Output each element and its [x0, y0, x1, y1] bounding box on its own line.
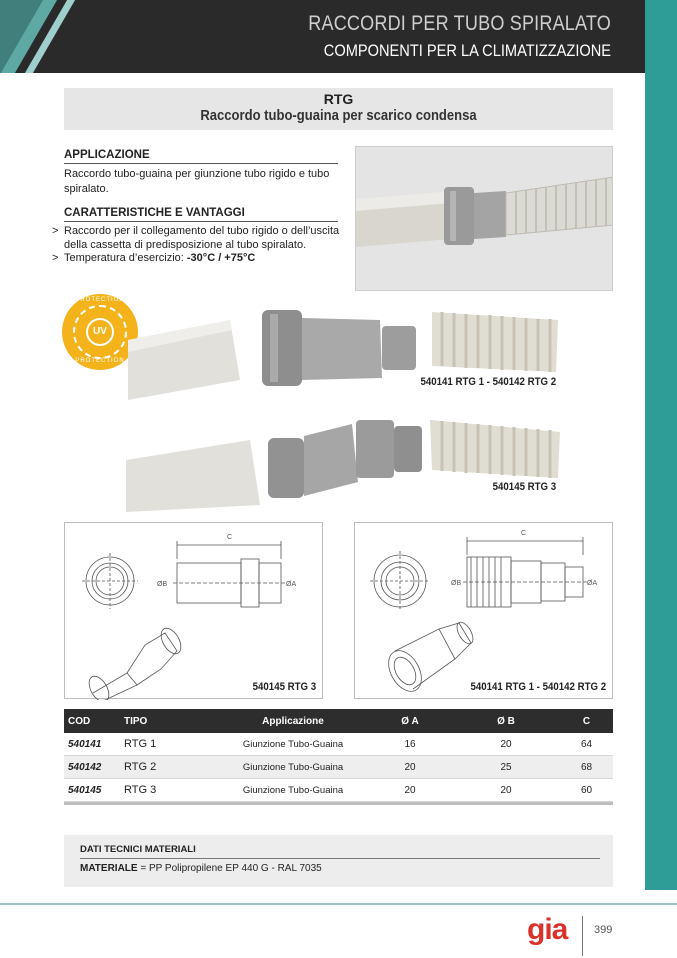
photo-label-rtg3: 540145 RTG 3	[492, 481, 556, 493]
header-c: C	[582, 715, 591, 727]
page-number: 399	[594, 924, 613, 936]
materials-value	[80, 863, 322, 874]
drawing-label-rtg3: 540145 RTG 3	[252, 681, 316, 693]
product-code: RTG	[323, 91, 354, 107]
cell-diam-a: 20	[404, 761, 416, 773]
installed-fitting-photo	[355, 146, 613, 291]
materials-heading: DATI TECNICI MATERIALI	[80, 844, 600, 859]
header-diam-b: Ø B	[497, 715, 515, 727]
header-cod: COD	[68, 715, 91, 727]
technical-drawing-rtg3	[64, 522, 323, 699]
materials-label: MATERIALE	[80, 863, 138, 874]
header-subtitle: COMPONENTI PER LA CLIMATIZZAZIONE	[323, 41, 611, 60]
cell-diam-a: 20	[404, 784, 416, 796]
footer-separator	[582, 916, 583, 956]
header-tipo: TIPO	[124, 715, 148, 727]
dimension-b: ØB	[157, 581, 168, 588]
list-item	[52, 225, 352, 252]
footer-rule	[0, 903, 677, 905]
technical-drawing-rtg12	[354, 522, 613, 699]
product-description: Raccordo tubo-guaina per scarico condensa	[200, 108, 477, 124]
product-table	[64, 709, 613, 805]
bullet-marker: >	[52, 252, 59, 264]
applicazione-heading: APPLICAZIONE	[64, 149, 338, 164]
materials-text: = PP Polipropilene EP 440 G - RAL 7035	[137, 863, 322, 874]
header-diam-a: Ø A	[401, 715, 419, 727]
uv-badge-text: PROTECTION	[75, 297, 125, 303]
caratteristiche-heading: CARATTERISTICHE E VANTAGGI	[64, 207, 338, 222]
cell-applicazione: Giunzione Tubo-Guaina	[242, 738, 344, 750]
cell-c: 64	[580, 738, 593, 750]
table-bottom-rule	[64, 802, 613, 805]
dimension-c: C	[227, 534, 233, 541]
bullet-text: Raccordo per il collegamento del tubo rigido o dell’uscita della cassetta di predisposizione al tubo spiralato.	[64, 225, 340, 251]
cell-cod: 540141	[68, 738, 102, 750]
bullet-text: Temperatura d’esercizio:	[64, 252, 187, 264]
cell-cod: 540142	[68, 761, 102, 773]
cell-diam-b: 20	[500, 784, 512, 796]
temperature-value: -30°C / +75°C	[186, 252, 256, 264]
cell-tipo: RTG 2	[124, 761, 157, 773]
cell-applicazione: Giunzione Tubo-Guaina	[242, 761, 344, 773]
cell-diam-b: 20	[500, 738, 512, 750]
list-item	[52, 252, 352, 266]
dimension-a: ØA	[587, 580, 598, 587]
uv-badge-text: PROTECTION	[75, 358, 125, 364]
cell-diam-b: 25	[500, 761, 512, 773]
dimension-c: C	[521, 530, 527, 537]
drawing-label-rtg12: 540141 RTG 1 - 540142 RTG 2	[470, 681, 606, 693]
page-header	[0, 0, 645, 73]
header-title: RACCORDI PER TUBO SPIRALATO	[308, 12, 611, 35]
cell-tipo: RTG 3	[124, 784, 157, 796]
product-title-box	[64, 88, 613, 130]
materials-box	[64, 835, 613, 887]
table-row	[64, 756, 613, 779]
cell-c: 68	[580, 761, 593, 773]
bullet-marker: >	[52, 225, 59, 237]
header-applicazione: Applicazione	[262, 715, 324, 727]
table-row	[64, 779, 613, 802]
table-row	[64, 733, 613, 756]
brand-logo: gia	[527, 913, 568, 946]
cell-diam-a: 16	[404, 738, 416, 750]
cell-c: 60	[580, 784, 593, 796]
uv-badge-core: UV	[86, 318, 114, 346]
photo-label-rtg12: 540141 RTG 1 - 540142 RTG 2	[420, 376, 556, 388]
cell-applicazione: Giunzione Tubo-Guaina	[242, 784, 344, 796]
dimension-b: ØB	[451, 580, 462, 587]
applicazione-text: Raccordo tubo-guaina per giunzione tubo rigido e tubo spiralato.	[64, 168, 330, 195]
side-band	[645, 0, 677, 890]
dimension-a: ØA	[286, 581, 297, 588]
caratteristiche-list	[52, 225, 352, 266]
cell-tipo: RTG 1	[124, 738, 157, 750]
cell-cod: 540145	[68, 784, 102, 796]
table-header	[64, 709, 613, 733]
